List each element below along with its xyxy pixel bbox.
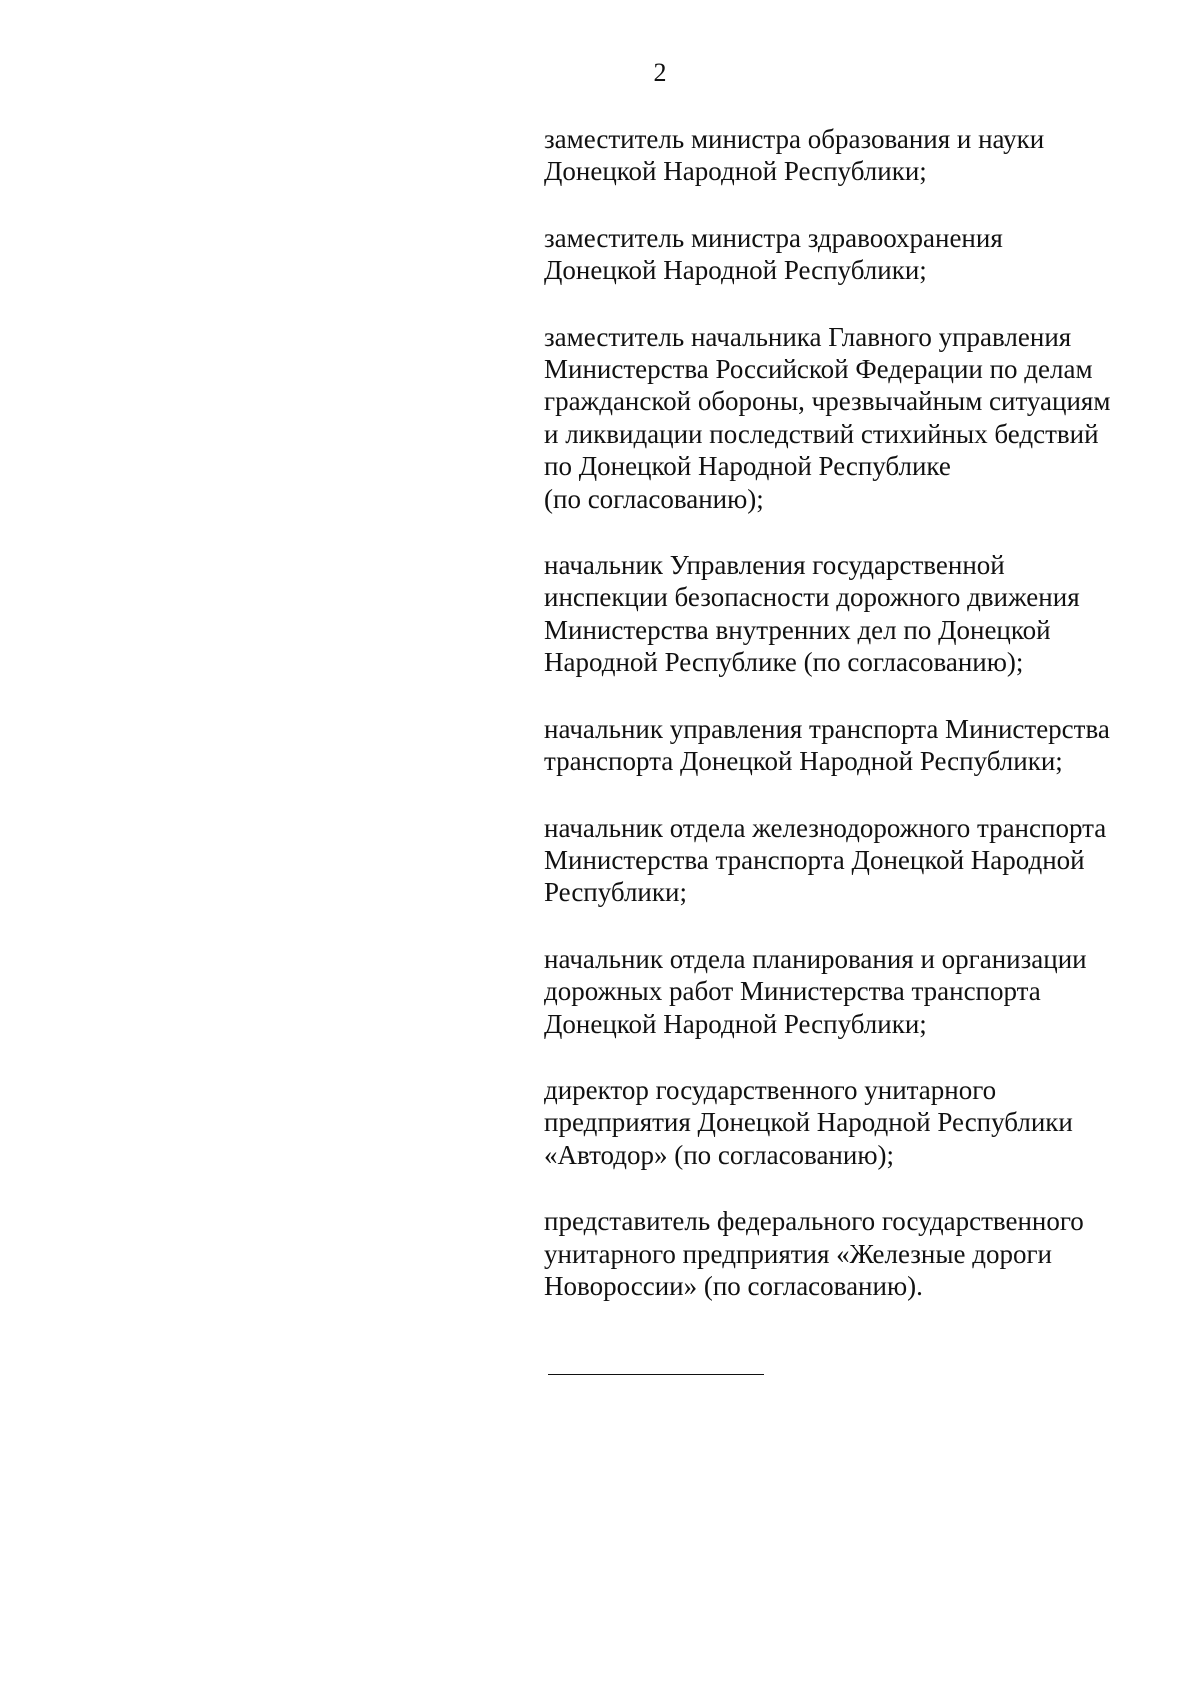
entry-line: Республики; bbox=[544, 877, 687, 908]
list-item bbox=[544, 321, 1164, 515]
list-item bbox=[544, 812, 1164, 909]
entry-line: транспорта Донецкой Народной Республики; bbox=[544, 746, 1063, 777]
entry-line: представитель федерального государственного bbox=[544, 1206, 1084, 1237]
list-item bbox=[544, 1074, 1164, 1171]
list-item bbox=[544, 549, 1164, 679]
entry-line: и ликвидации последствий стихийных бедствий bbox=[544, 418, 1099, 449]
entry-line: начальник отдела планирования и организации bbox=[544, 943, 1087, 974]
list-item bbox=[544, 713, 1164, 778]
entry-line: Министерства транспорта Донецкой Народной bbox=[544, 844, 1085, 875]
list-item bbox=[544, 222, 1164, 287]
member-list bbox=[544, 123, 1164, 1336]
entry-line: начальник Управления государственной bbox=[544, 550, 1005, 581]
entry-line: Министерства Российской Федерации по делам bbox=[544, 354, 1093, 385]
entry-line: директор государственного унитарного bbox=[544, 1074, 997, 1105]
entry-line: Народной Республике (по согласованию); bbox=[544, 647, 1024, 678]
entry-line: заместитель министра образования и науки bbox=[544, 124, 1045, 154]
entry-line: Донецкой Народной Республики; bbox=[544, 255, 927, 286]
page-number: 2 bbox=[653, 58, 667, 87]
entry-line: гражданской обороны, чрезвычайным ситуациям bbox=[544, 386, 1111, 417]
entry-line: предприятия Донецкой Народной Республики bbox=[544, 1107, 1073, 1138]
entry-line: Новороссии» (по согласованию). bbox=[544, 1270, 923, 1301]
entry-line: «Автодор» (по согласованию); bbox=[544, 1139, 894, 1170]
entry-line: начальник управления транспорта Министерства bbox=[544, 713, 1110, 744]
entry-line: Донецкой Народной Республики; bbox=[544, 1008, 927, 1039]
entry-line: заместитель начальника Главного управления bbox=[544, 321, 1072, 352]
closing-rule bbox=[548, 1374, 764, 1375]
entry-line: начальник отдела железнодорожного транспорта bbox=[544, 812, 1107, 843]
entry-line: (по согласованию); bbox=[544, 483, 764, 514]
entry-line: дорожных работ Министерства транспорта bbox=[544, 976, 1041, 1007]
entry-line: унитарного предприятия «Железные дороги bbox=[544, 1238, 1053, 1269]
list-item bbox=[544, 1205, 1164, 1302]
entry-line: заместитель министра здравоохранения bbox=[544, 222, 1003, 253]
list-item bbox=[544, 123, 1164, 188]
entry-line: инспекции безопасности дорожного движения bbox=[544, 582, 1080, 613]
entry-line: Донецкой Народной Республики; bbox=[544, 156, 927, 187]
entry-line: по Донецкой Народной Республике bbox=[544, 451, 951, 482]
list-item bbox=[544, 943, 1164, 1040]
entry-line: Министерства внутренних дел по Донецкой bbox=[544, 614, 1051, 645]
